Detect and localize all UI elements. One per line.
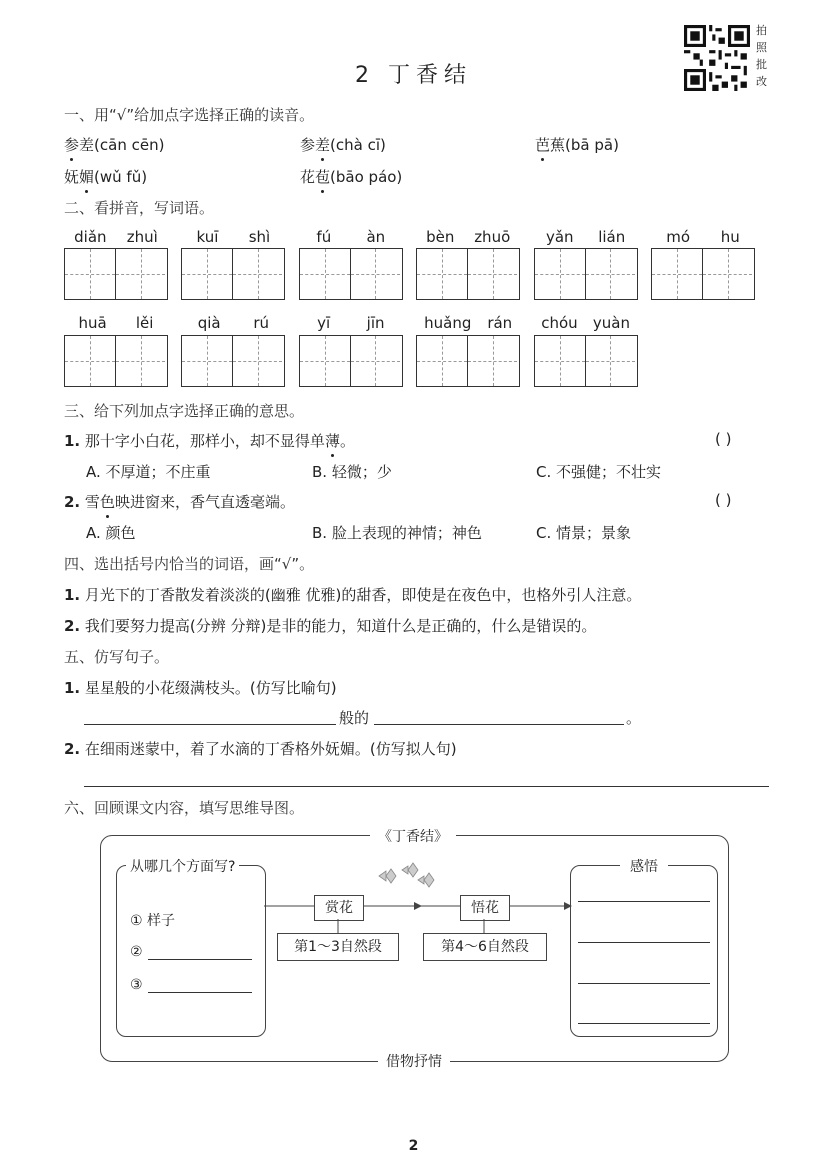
section6-heading: 六、回顾课文内容，填写思维导图。 (64, 799, 305, 817)
pinyin-label: qià rú (197, 314, 270, 332)
answer-line[interactable] (84, 786, 769, 787)
grid-cell[interactable] (585, 336, 635, 386)
grid-cell[interactable] (535, 336, 585, 386)
pinyin-label: diǎn zhuì (74, 228, 158, 246)
pinyin-label: fú àn (316, 228, 386, 246)
writing-grid[interactable] (181, 335, 285, 387)
pinyin-label: kuī shì (196, 228, 271, 246)
node-realize-paragraphs: 第4～6自然段 (423, 933, 547, 961)
writing-grid[interactable] (299, 335, 403, 387)
grid-cell[interactable] (702, 249, 752, 299)
writing-grid[interactable] (181, 248, 285, 300)
pinyin-label: huǎng rán (424, 314, 513, 332)
grid-cell[interactable] (417, 249, 467, 299)
section1-heading: 一、用“√”给加点字选择正确的读音。 (64, 106, 315, 124)
connector-lines (264, 890, 574, 920)
writing-grid[interactable] (64, 248, 168, 300)
pinyin-label: huā lěi (78, 314, 154, 332)
node-realize: 悟花 (460, 895, 510, 921)
grid-cell[interactable] (417, 336, 467, 386)
question-3-1: 1. 那十字小白花，那样小，却不显得单薄。 (64, 432, 355, 450)
writing-grid[interactable] (416, 335, 520, 387)
section5-heading: 五、仿写句子。 (64, 648, 170, 666)
answer-line[interactable] (578, 1023, 710, 1024)
question-5-1: 1. 星星般的小花缀满枝头。(仿写比喻句) (64, 679, 337, 697)
mind-map-title: 《丁香结》 (370, 826, 456, 846)
grid-cell[interactable] (350, 249, 400, 299)
question-4-2: 2. 我们要努力提高(分辨 分辩)是非的能力，知道什么是正确的，什么是错误的。 (64, 617, 597, 635)
grid-cell[interactable] (585, 249, 635, 299)
answer-paren[interactable]: ( ) (715, 430, 732, 448)
pronunciation-item: 花苞(bāo páo) (300, 168, 403, 186)
aspect-item: ① 样子 (130, 913, 176, 929)
question-5-2: 2. 在细雨迷蒙中，着了水滴的丁香格外妩媚。(仿写拟人句) (64, 740, 457, 758)
pinyin-label: yǎn lián (545, 228, 626, 246)
pinyin-label: bèn zhuō (426, 228, 511, 246)
aspect-item: ③ (130, 977, 143, 993)
grid-cell[interactable] (300, 249, 350, 299)
insight-title: 感悟 (620, 856, 668, 876)
answer-line[interactable] (148, 959, 252, 960)
grid-cell[interactable] (115, 336, 165, 386)
writing-grid[interactable] (64, 335, 168, 387)
qr-code-icon[interactable] (684, 25, 750, 91)
grid-cell[interactable] (300, 336, 350, 386)
pinyin-label: chóu yuàn (541, 314, 630, 332)
section4-heading: 四、选出括号内恰当的词语，画“√”。 (64, 555, 315, 573)
pronunciation-item: 妩媚(wǔ fǔ) (64, 168, 148, 186)
pinyin-label: mó hu (666, 228, 740, 246)
qr-caption: 拍 照 批 改 (756, 24, 767, 88)
section2-heading: 二、看拼音，写词语。 (64, 199, 215, 217)
option: C. 不强健；不壮实 (536, 463, 662, 481)
connector-line (481, 919, 487, 934)
fill-end: 。 (626, 709, 642, 727)
mind-map-bottom: 借物抒情 (378, 1051, 450, 1071)
answer-line[interactable] (148, 992, 252, 993)
page-title: 2 丁香结 (355, 63, 472, 88)
pronunciation-item: 芭蕉(bā pā) (535, 136, 619, 154)
grid-cell[interactable] (467, 336, 517, 386)
grid-cell[interactable] (115, 249, 165, 299)
answer-line[interactable] (578, 942, 710, 943)
answer-line[interactable] (578, 983, 710, 984)
connector-line (335, 919, 341, 934)
answer-line[interactable] (578, 901, 710, 902)
grid-cell[interactable] (350, 336, 400, 386)
answer-line[interactable] (84, 724, 336, 725)
fill-connector: 般的 (339, 709, 370, 727)
grid-cell[interactable] (182, 249, 232, 299)
grid-cell[interactable] (535, 249, 585, 299)
option: B. 脸上表现的神情；神色 (312, 524, 482, 542)
option: A. 不厚道；不庄重 (86, 463, 211, 481)
node-appreciate-paragraphs: 第1～3自然段 (277, 933, 399, 961)
question-4-1: 1. 月光下的丁香散发着淡淡的(幽雅 优雅)的甜香，即使是在夜色中，也格外引人注意。 (64, 586, 642, 604)
writing-grid[interactable] (416, 248, 520, 300)
option: C. 情景；景象 (536, 524, 632, 542)
option: B. 轻微；少 (312, 463, 392, 481)
option: A. 颜色 (86, 524, 136, 542)
pinyin-label: yī jīn (317, 314, 385, 332)
grid-cell[interactable] (65, 249, 115, 299)
aspects-title: 从哪几个方面写? (126, 856, 239, 876)
grid-cell[interactable] (182, 336, 232, 386)
writing-grid[interactable] (534, 248, 638, 300)
answer-paren[interactable]: ( ) (715, 491, 732, 509)
answer-line[interactable] (374, 724, 624, 725)
grid-cell[interactable] (467, 249, 517, 299)
question-3-2: 2. 雪色映进窗来，香气直透毫端。 (64, 493, 295, 511)
lilac-flower-icon (372, 858, 442, 894)
pronunciation-item: 参差(cān cēn) (64, 136, 165, 154)
insight-box (570, 865, 718, 1037)
writing-grid[interactable] (534, 335, 638, 387)
writing-grid[interactable] (299, 248, 403, 300)
aspect-item: ② (130, 944, 143, 960)
pronunciation-item: 参差(chà cī) (300, 136, 386, 154)
grid-cell[interactable] (232, 336, 282, 386)
page-number: 2 (408, 1138, 419, 1154)
section3-heading: 三、给下列加点字选择正确的意思。 (64, 402, 305, 420)
node-appreciate: 赏花 (314, 895, 364, 921)
grid-cell[interactable] (65, 336, 115, 386)
writing-grid[interactable] (651, 248, 755, 300)
grid-cell[interactable] (652, 249, 702, 299)
grid-cell[interactable] (232, 249, 282, 299)
